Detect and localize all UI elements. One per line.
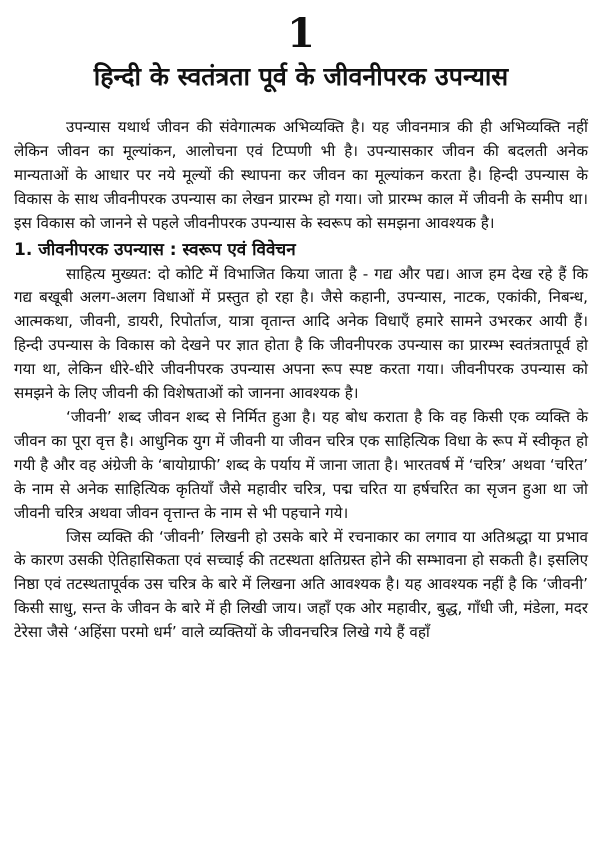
section-heading: 1. जीवनीपरक उपन्यास : स्वरूप एवं विवेचन <box>14 239 296 260</box>
document-page <box>0 12 600 858</box>
chapter-title: हिन्दी के स्वतंत्रता पूर्व के जीवनीपरक उपन्यास <box>93 62 509 91</box>
paragraph-literature-forms: साहित्य मुख्यत: दो कोटि में विभाजित किया जाता है - गद्य और पद्य। आज हम देख रहे हैं कि गद्य बखूबी अलग-अलग विधाओं में प्रस्तुत हो रहा है। जैसे कहानी, उपन्यास, नाटक, एकांकी, निबन्ध, आत्मकथा, जीवनी, डायरी, रिपोर्ताज, यात्रा वृतान्त आदि अनेक विधाएँ हमारे सामने उभरकर आयी हैं। हिन्दी उपन्यास के विकास को देखने पर ज्ञात होता है कि जीवनीपरक उपन्यास का प्रारम्भ स्वतंत्रतापूर्व हो गया था, लेकिन धीरे-धीरे जीवनीपरक उपन्यास अपना रूप स्पष्ट करता गया। जीवनीपरक उपन्यास को समझने के लिए जीवनी की विशेषताओं को जानना आवश्यक है। <box>14 264 588 403</box>
paragraph-jeevani-neutrality: जिस व्यक्ति की ‘जीवनी’ लिखनी हो उसके बारे में रचनाकार का लगाव या अतिश्रद्धा या प्रभाव के कारण उसकी ऐतिहासिकता एवं सच्चाई की तटस्थता क्षतिग्रस्त होने की सम्भावना हो सकती है। इसलिए निष्ठा एवं तटस्थतापूर्वक उस चरित्र के बारे में लिखना अति आवश्यक है। यह आवश्यक नहीं है कि ‘जीवनी’ किसी साधु, सन्त के जीवन के बारे में ही लिखी जाय। जहाँ एक ओर महावीर, बुद्ध, गाँधी जी, मंडेला, मदर टेरेसा जैसे ‘अहिंसा परमो धर्म’ वाले व्यक्तियों के जीवनचरित्र लिखे गये हैं वहाँ <box>14 527 588 642</box>
intro-paragraph: उपन्यास यथार्थ जीवन की संवेगात्मक अभिव्यक्ति है। यह जीवनमात्र की ही अभिव्यक्ति नहीं लेकिन जीवन का मूल्यांकन, आलोचना एवं टिप्पणी भी है। उपन्यासकार जीवन की बदलती अनेक मान्यताओं के आधार पर नये मूल्यों की स्थापना कर जीवन का मूल्यांकन करता है। हिन्दी उपन्यास के विकास के साथ जीवनीपरक उपन्यास का लेखन प्रारम्भ हो गया। जो प्रारम्भ काल में जीवनी के समीप था। इस विकास को जानने से पहले जीवनीपरक उपन्यास के स्वरूप को समझना आवश्यक है। <box>14 118 588 232</box>
paragraph-jeevani-definition: ‘जीवनी’ शब्द जीवन शब्द से निर्मित हुआ है। यह बोध कराता है कि वह किसी एक व्यक्ति के जीवन का पूरा वृत्त है। आधुनिक युग में जीवनी या जीवन चरित्र एक साहित्यिक विधा के रूप में स्वीकृत हो गयी है और वह अंग्रेजी के ‘बायोग्राफी’ शब्द के पर्याय में जाना जाता है। भारतवर्ष में ‘चरित्र’ अथवा ‘चरित’ के नाम से अनेक साहित्यिक कृतियाँ जैसे महावीर चरित्र, पद्म चरित या हर्षचरित का सृजन हुआ था जो जीवनी चरित्र अथवा जीवन वृत्तान्त के नाम से भी पहचाने गये। <box>14 407 588 522</box>
chapter-number: 1 <box>287 10 315 57</box>
